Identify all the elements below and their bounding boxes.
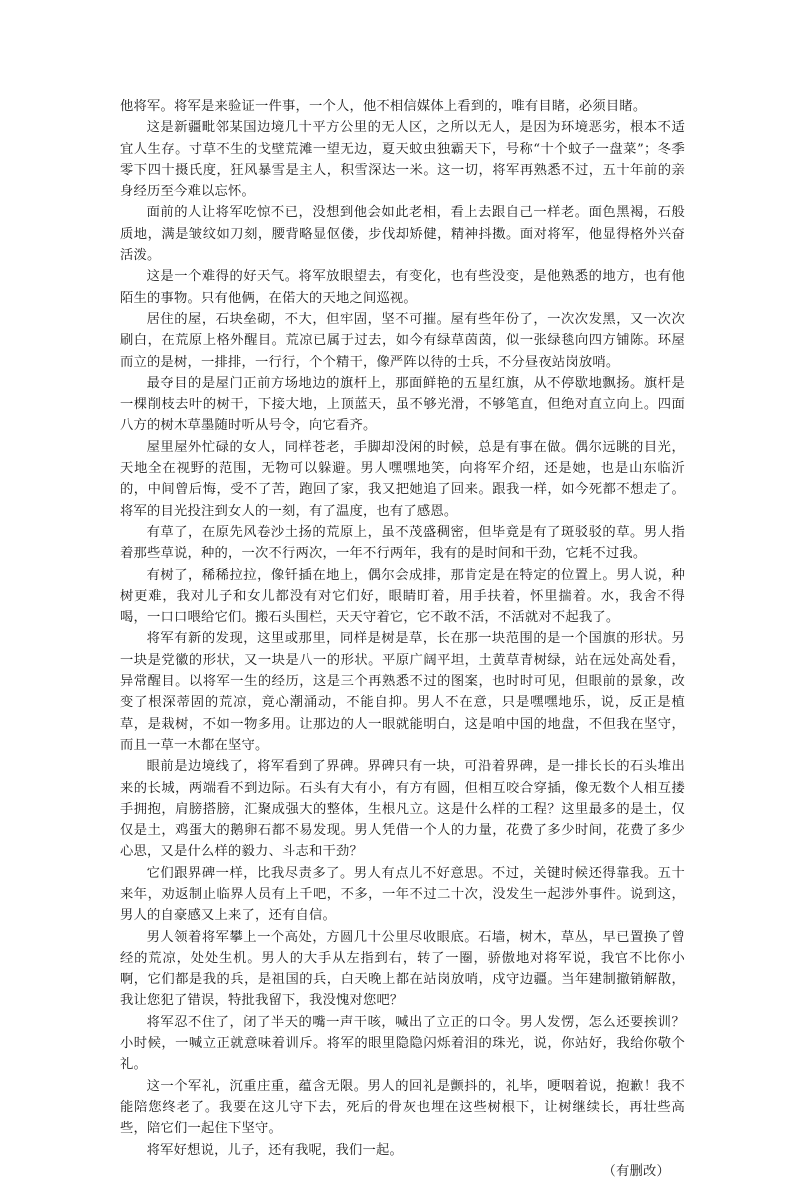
paragraph: 将军好想说，儿子，还有我呢，我们一起。 xyxy=(146,1142,404,1158)
paragraph: 眼前是边境线了，将军看到了界碑。界碑只有一块，可沿着界碑，是一排长长的石头堆出来的长城，两端看不到边际。石头有大有小，有方有圆，但相互咬合穿插，像无数个人相互搂手拥抱，肩膀搭膀，汇聚成强大的整体，生根凡立。这是什么样的工程？这里最多的是土，仅仅是土，鸡蛋大的鹅卵石都不易发现。男人凭借一个人的力量，花费了多少时间，花费了多少心思，又是什么样的毅力、斗志和干劲？ xyxy=(120,759,685,860)
paragraph: 这是一个难得的好天气。将军放眼望去，有变化，也有些没变，是他熟悉的地方，也有他陌生的事物。只有他俩，在偌大的天地之间巡视。 xyxy=(120,269,685,306)
article-body xyxy=(120,96,685,1182)
paragraph: 他将军。将军是来验证一件事，一个人，他不相信媒体上看到的，唯有目睹，必须目睹。 xyxy=(120,99,647,114)
source-note: （有删改） xyxy=(602,1163,670,1179)
paragraph: 居住的屋，石块垒砌，不大，但牢固，坚不可摧。屋有些年份了，一次次发黑，又一次次刷白，在荒原上格外醒目。荒凉已属于过去，如今有绿草茵茵，似一张绿毯向四方铺陈。环屋而立的是树，一排排，一行行，个个精干，像严阵以待的士兵，不分昼夜站岗放哨。 xyxy=(120,311,685,370)
paragraph: 这是新疆毗邻某国边境几十平方公里的无人区，之所以无人，是因为环境恶劣，根本不适宜人生存。寸草不生的戈壁荒滩一望无边，夏天蚊虫独霸天下，号称“十个蚊子一盘菜”；冬季零下四十摄氏度，狂风暴雪是主人，积雪深达一米。这一切，将军再熟悉不过，五十年前的亲身经历至今难以忘怀。 xyxy=(120,120,685,200)
paragraph: 有树了，稀稀拉拉，像钎插在地上，偶尔会成排，那肯定是在特定的位置上。男人说，种树更难，我对儿子和女儿都没有对它们好，眼睛盯着，用手扶着，怀里揣着。水，我舍不得喝，一口口喂给它们。搬石头围栏，天天守着它，它不敢不活，不活就对不起我了。 xyxy=(120,567,685,626)
paragraph: 这一个军礼，沉重庄重，蕴含无限。男人的回礼是颤抖的，礼毕，哽咽着说，抱歉！我不能陪您终老了。我要在这儿守下去，死后的骨灰也埋在这些树根下，让树继续长，再壮些高些，陪它们一起住下坚守。 xyxy=(120,1078,685,1137)
paragraph: 它们跟界碑一样，比我尽责多了。男人有点儿不好意思。不过，关键时候还得靠我。五十来年，劝返制止临界人员有上千吧，不多，一年不过二十次，没发生一起涉外事件。说到这，男人的自豪感又上来了，还有自信。 xyxy=(120,865,685,924)
paragraph: 将军忍不住了，闭了半天的嘴一声干咳，喊出了立正的口令。男人发愣，怎么还要挨训？小时候，一喊立正就意味着训斥。将军的眼里隐隐闪烁着泪的珠光，说，你站好，我给你敬个礼。 xyxy=(120,1014,685,1073)
paragraph: 将军有新的发现，这里或那里，同样是树是草，长在那一块范围的是一个国旗的形状。另一块是党徽的形状，又一块是八一的形状。平原广阔平坦，土黄草青树绿，站在远处高处看，异常醒目。以将军一生的经历，这是三个再熟悉不过的图案，也时时可见，但眼前的景象，改变了根深蒂固的荒凉，竟心潮涌动，不能自抑。男人不在意，只是嘿嘿地乐，说，反正是植草，是栽树，不如一物多用。让那边的人一眼就能明白，这是咱中国的地盘，不但我在坚守，而且一草一木都在坚守。 xyxy=(120,631,685,753)
paragraph: 面前的人让将军吃惊不已，没想到他会如此老相，看上去跟自己一样老。面色黑褐，石般质地，满是皱纹如刀刻，腰背略显伛偻，步伐却矫健，精神抖擞。面对将军，他显得格外兴奋活泼。 xyxy=(120,205,685,264)
paragraph: 最夺目的是屋门正前方场地边的旗杆上，那面鲜艳的五星红旗，从不停歇地飘扬。旗杆是一棵削枝去叶的树干，下接大地，上顶蓝天，虽不够光滑，不够笔直，但绝对直立向上。四面八方的树木草墨随时听从号令，向它看齐。 xyxy=(120,375,685,434)
paragraph: 男人领着将军攀上一个高处，方圆几十公里尽收眼底。石墙，树木，草丛，早已置换了曾经的荒凉，处处生机。男人的大手从左指到右，转了一圈，骄傲地对将军说，我官不比你小啊，它们都是我的兵，是祖国的兵，白天晚上都在站岗放哨，戍守边疆。当年建制撤销解散，我让您犯了错误，特批我留下，我没愧对您吧？ xyxy=(120,929,685,1009)
paragraph: 有草了，在原先风卷沙土扬的荒原上，虽不茂盛稠密，但毕竟是有了斑驳驳的草。男人指着那些草说，种的，一次不行两次，一年不行两年，我有的是时间和干劲，它耗不过我。 xyxy=(120,524,685,562)
paragraph: 屋里屋外忙碌的女人，同样苍老，手脚却没闲的时候，总是有事在做。偶尔远眺的目光，天地全在视野的范围，无物可以躲避。男人嘿嘿地笑，向将军介绍，还是她，也是山东临沂的，中间曾后悔，受不了苦，跑回了家，我又把她追了回来。跟我一样，如今死都不想走了。将军的目光投注到女人的一刻，有了温度，也有了感恩。 xyxy=(120,439,685,519)
